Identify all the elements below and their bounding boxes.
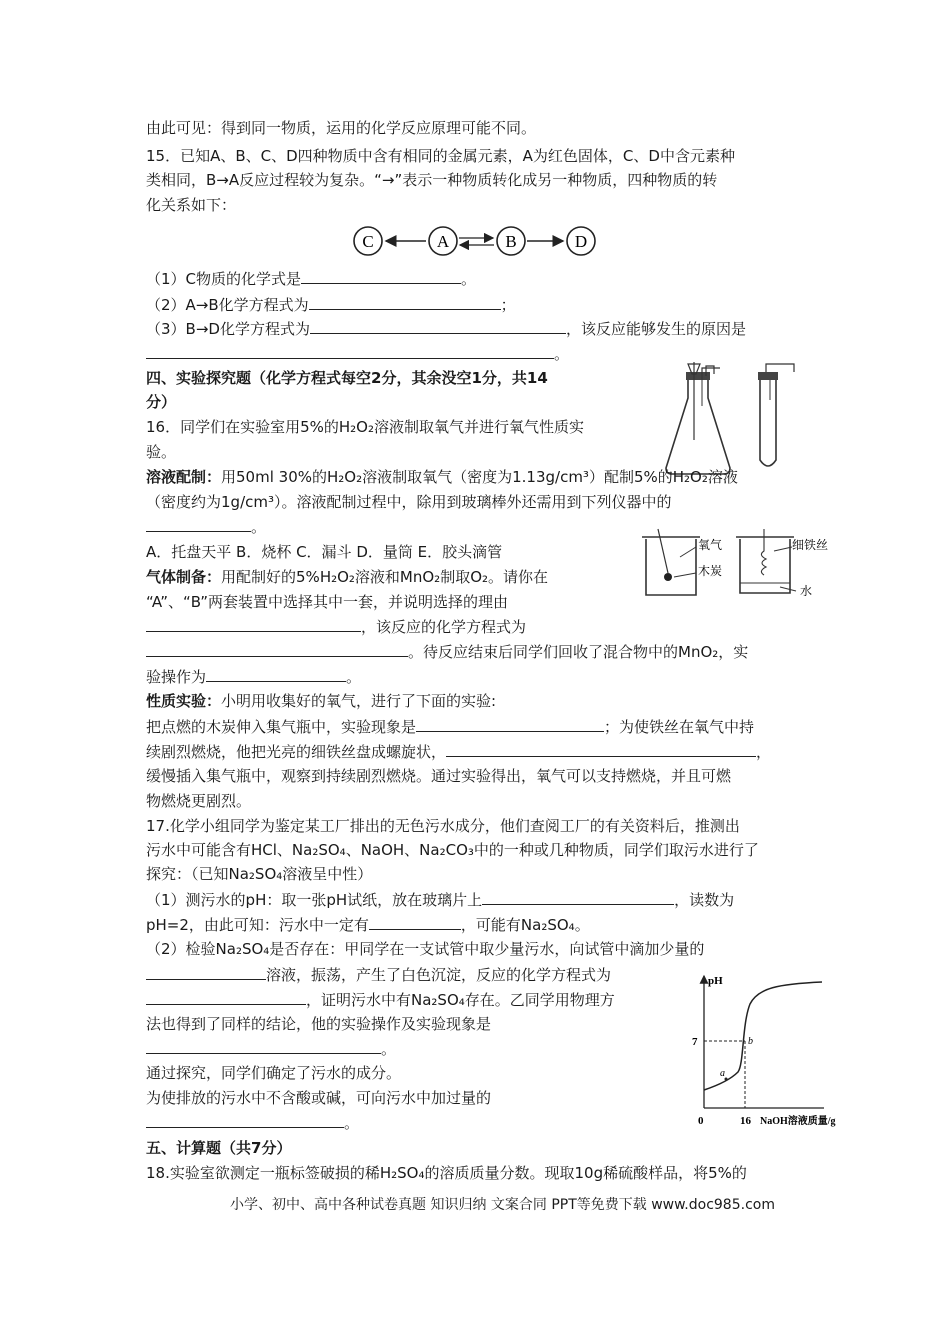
q15-conversion-diagram <box>350 222 600 264</box>
q16-gas-4: 。待反应结束后同学们回收了混合物中的MnO₂，实 <box>146 641 748 662</box>
q16-gas-2: “A”、“B”两套装置中选择其中一套，并说明选择的理由 <box>146 593 509 611</box>
q15-part-1: （1）C物质的化学式是 。 <box>146 270 477 288</box>
q16-gas-3: ，该反应的化学方程式为 <box>146 616 526 637</box>
q16-line-1: 16．同学们在实验室用5%的H₂O₂溶液制取氧气并进行氧气性质实 <box>146 418 584 436</box>
label-iron-wire: 细铁丝 <box>792 538 829 552</box>
q17-part-2: （2）检验Na₂SO₄是否存在：甲同学在一支试管中取少量污水，向试管中滴加少量的 <box>146 940 705 958</box>
point-a-label: a <box>720 1068 725 1079</box>
answer-blank[interactable] <box>146 964 266 980</box>
apparatus-figure <box>658 360 818 480</box>
node-b-label: B <box>505 232 517 251</box>
q17-part-2-e: 。 <box>146 1038 396 1059</box>
q16-gas: 气体制备：用配制好的5%H₂O₂溶液和MnO₂制取O₂。请你在 <box>146 568 549 586</box>
q16-prop: 性质实验：小明用收集好的氧气，进行了下面的实验: <box>146 692 497 710</box>
y-tick-7: 7 <box>692 1036 698 1048</box>
intro-line: 由此可见：得到同一物质，运用的化学反应原理可能不同。 <box>146 119 537 137</box>
flask-icon <box>666 378 730 474</box>
oxygen-experiment-figure <box>640 525 830 603</box>
x-axis-label: NaOH溶液质量/g <box>760 1116 836 1127</box>
answer-blank[interactable] <box>369 914 461 930</box>
answer-blank[interactable] <box>309 294 501 310</box>
y-axis-label: pH <box>708 975 723 987</box>
q16-prep: 溶液配制：用50ml 30%的H₂O₂溶液制取氧气（密度为1.13g/cm³）配制5%的H₂O₂溶液 <box>146 468 738 486</box>
answer-blank[interactable] <box>206 666 346 682</box>
answer-blank[interactable] <box>310 318 566 334</box>
q16-prop-4: 缓慢插入集气瓶中，观察到持续剧烈燃烧。通过实验得出，氧气可以支持燃烧，并且可燃 <box>146 767 732 785</box>
q15-line-3: 化关系如下： <box>146 196 237 214</box>
answer-blank[interactable] <box>146 989 306 1005</box>
answer-blank[interactable] <box>146 516 251 532</box>
section-5-title: 五、计算题（共7分） <box>146 1139 292 1157</box>
q15-line-1: 15．已知A、B、C、D四种物质中含有相同的金属元素，A为红色固体，C、D中含元素种 <box>146 147 735 165</box>
q15-line-2: 类相同，B→A反应过程较为复杂。“→”表示一种物质转化成另一种物质，四种物质的转 <box>146 171 718 189</box>
q17-line-3: 探究：（已知Na₂SO₄溶液呈中性） <box>146 865 373 883</box>
q17-last: 为使排放的污水中不含酸或碱，可向污水中加过量的 <box>146 1089 492 1107</box>
section-4-title-cont: 分） <box>146 393 177 411</box>
answer-blank[interactable] <box>446 741 756 757</box>
x-tick-16: 16 <box>740 1115 751 1127</box>
q15-part-3-cont: 。 <box>146 343 569 364</box>
q17-conclusion: 通过探究，同学们确定了污水的成分。 <box>146 1064 402 1082</box>
footer-text: 小学、初中、高中各种试卷真题 知识归纳 文案合同 PPT等免费下载 www.doc985.com <box>230 1197 775 1213</box>
q16-prep-cont: （密度约为1g/cm³）。溶液配制过程中，除用到玻璃棒外还需用到下列仪器中的 <box>146 493 672 511</box>
answer-blank[interactable] <box>146 1112 344 1128</box>
origin-label: 0 <box>698 1115 704 1127</box>
q18-line-1: 18.实验室欲测定一瓶标签破损的稀H₂SO₄的溶质质量分数。现取10g稀硫酸样品，将5%的 <box>146 1164 747 1182</box>
q16-line-2: 验。 <box>146 443 177 461</box>
q16-prep-blank: 。 <box>146 516 266 537</box>
q16-prop-3: 续剧烈燃烧，他把光亮的细铁丝盘成螺旋状， ， <box>146 743 772 761</box>
test-tube-icon <box>760 376 776 466</box>
node-d-label: D <box>574 232 588 251</box>
label-charcoal: 木炭 <box>698 564 723 578</box>
q15-part-2: （2）A→B化学方程式为 ； <box>146 296 516 314</box>
label-water: 水 <box>800 584 813 598</box>
q17-part-2-d: 法也得到了同样的结论，他的实验操作及实验现象是 <box>146 1015 492 1033</box>
answer-blank[interactable] <box>146 616 361 632</box>
node-a-label: A <box>436 232 450 251</box>
q17-part-1: （1）测污水的pH：取一张pH试纸，放在玻璃片上 ，读数为 <box>146 891 735 909</box>
q17-part-2-c: ，证明污水中有Na₂SO₄存在。乙同学用物理方 <box>146 989 615 1010</box>
answer-blank[interactable] <box>146 343 554 359</box>
answer-blank[interactable] <box>146 641 408 657</box>
answer-blank[interactable] <box>416 716 604 732</box>
jar-icon <box>646 539 696 595</box>
q15-part-3: （3）B→D化学方程式为 ，该反应能够发生的原因是 <box>146 320 746 338</box>
q17-part-1-cont: pH=2，由此可知：污水中一定有 ，可能有Na₂SO₄。 <box>146 916 590 934</box>
answer-blank[interactable] <box>301 268 461 284</box>
answer-blank[interactable] <box>482 889 674 905</box>
node-c-label: C <box>362 232 374 251</box>
answer-blank[interactable] <box>146 1038 381 1054</box>
label-oxygen: 氧气 <box>698 538 723 552</box>
q17-line-1: 17.化学小组同学为鉴定某工厂排出的无色污水成分，他们查阅工厂的有关资料后，推测出 <box>146 817 740 835</box>
point-b-label: b <box>748 1036 753 1047</box>
q16-gas-5: 验操作为 。 <box>146 668 362 686</box>
q16-prop-5: 物燃烧更剧烈。 <box>146 792 252 810</box>
q17-last-blank: 。 <box>146 1112 359 1133</box>
q17-line-2: 污水中可能含有HCl、Na₂SO₄、NaOH、Na₂CO₃中的一种或几种物质，同学们取污水进行了 <box>146 841 759 859</box>
ph-curve-graph <box>688 964 860 1132</box>
q16-prop-2: 把点燃的木炭伸入集气瓶中，实验现象是 ；为使铁丝在氧气中持 <box>146 718 755 736</box>
section-4-title: 四、实验探究题（化学方程式每空2分，其余没空1分，共14 <box>146 369 548 387</box>
q17-part-2-b: 溶液，振荡，产生了白色沉淀，反应的化学方程式为 <box>146 964 611 985</box>
q16-options: A．托盘天平 B．烧杯 C．漏斗 D．量筒 E．胶头滴管 <box>146 543 503 561</box>
